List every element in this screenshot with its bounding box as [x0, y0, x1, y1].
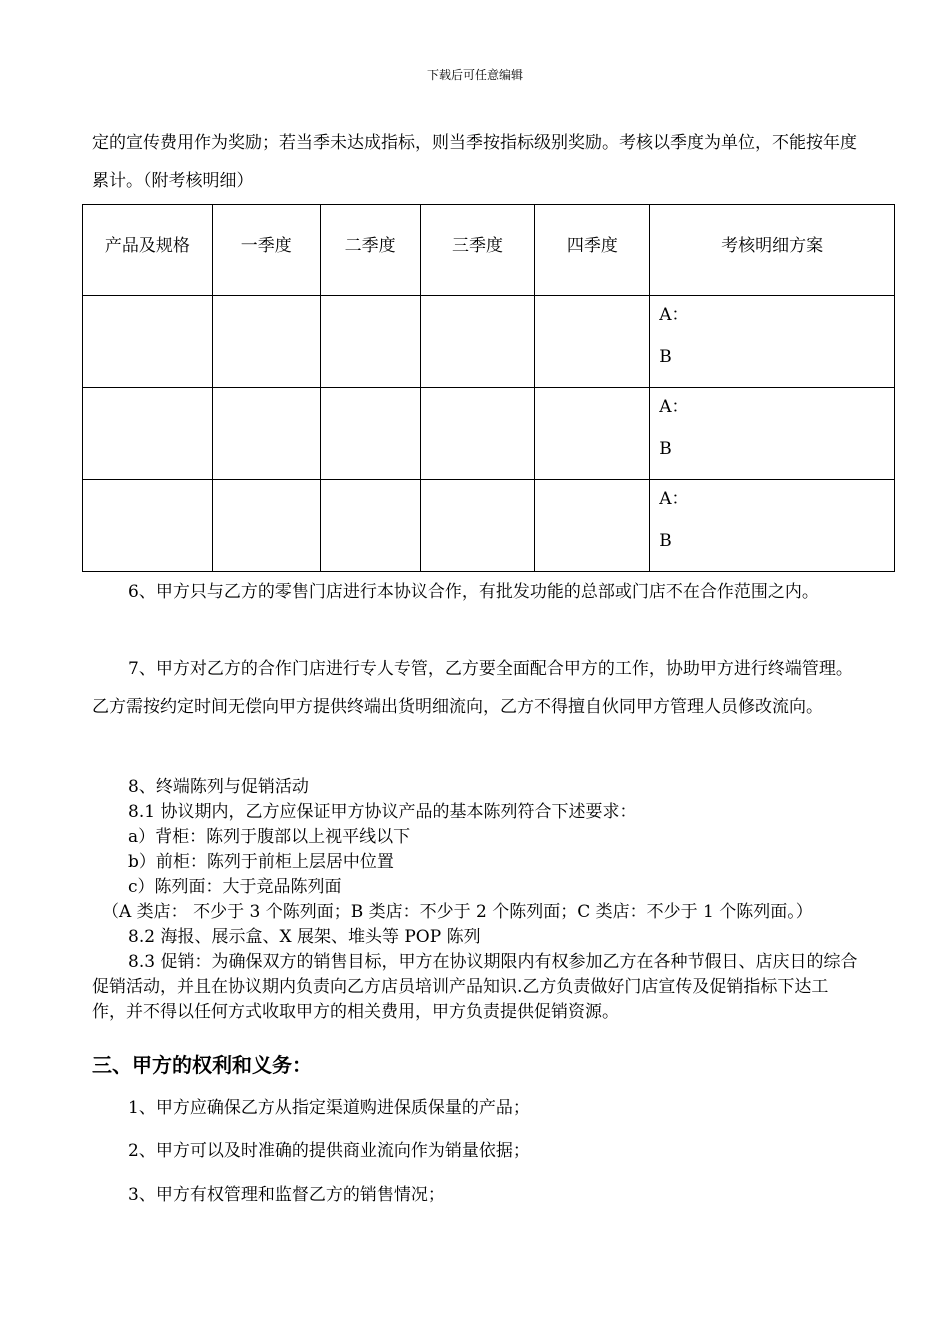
cell-q3: [420, 388, 535, 480]
cell-product: [83, 480, 213, 572]
header-q4: 四季度: [535, 205, 650, 296]
cell-q2: [320, 296, 420, 388]
header-scheme: 考核明细方案: [650, 205, 895, 296]
cell-product: [83, 296, 213, 388]
cell-q4: [535, 480, 650, 572]
cell-q1: [212, 296, 320, 388]
cell-product: [83, 388, 213, 480]
table-header-row: [83, 205, 895, 296]
item-7-paragraph: 7、甲方对乙方的合作门店进行专人专管，乙方要全面配合甲方的工作，协助甲方进行终端管理。乙方需按约定时间无偿向甲方提供终端出货明细流向，乙方不得擅自伙同甲方管理人员修改流向。: [92, 659, 853, 717]
item-8-1: 8.1 协议期内，乙方应保证甲方协议产品的基本陈列符合下述要求：: [128, 802, 637, 822]
intro-paragraph: 定的宣传费用作为奖励；若当季未达成指标，则当季按指标级别奖励。考核以季度为单位，不能按年度累计。（附考核明细）: [92, 133, 857, 191]
section-3-item-1: 1、甲方应确保乙方从指定渠道购进保质保量的产品；: [128, 1098, 530, 1118]
cell-q3: [420, 480, 535, 572]
scheme-b: B: [659, 439, 672, 459]
cell-q3: [420, 296, 535, 388]
scheme-a: A：: [659, 397, 689, 417]
scheme-a: A：: [659, 489, 689, 509]
cell-q1: [212, 480, 320, 572]
scheme-a: A：: [659, 305, 689, 325]
item-8-3: 8.3 促销：为确保双方的销售目标，甲方在协议期限内有权参加乙方在各种节假日、店庆日的综合促销活动，并且在协议期内负责向乙方店员培训产品知识.乙方负责做好门店宣传及促销指标下达工作，并不得以任何方式收取甲方的相关费用，甲方负责提供促销资源。: [92, 952, 858, 1022]
section-3-title: 三、甲方的权利和义务：: [92, 1053, 312, 1077]
scheme-b: B: [659, 531, 672, 551]
cell-q1: [212, 388, 320, 480]
header-q1: 一季度: [212, 205, 320, 296]
cell-q4: [535, 388, 650, 480]
section-3-item-2: 2、甲方可以及时准确的提供商业流向作为销量依据；: [128, 1141, 530, 1161]
item-6-paragraph: 6、甲方只与乙方的零售门店进行本协议合作，有批发功能的总部或门店不在合作范围之内。: [128, 582, 819, 602]
scheme-b: B: [659, 347, 672, 367]
table-row: [83, 296, 895, 388]
header-q3: 三季度: [420, 205, 535, 296]
cell-scheme: [650, 480, 895, 572]
header-q2: 二季度: [320, 205, 420, 296]
header-product-spec: 产品及规格: [83, 205, 213, 296]
table-row: [83, 480, 895, 572]
section-3-item-3: 3、甲方有权管理和监督乙方的销售情况；: [128, 1185, 445, 1205]
item-8-title: 8、终端陈列与促销活动: [128, 777, 309, 797]
store-requirements: （A 类店： 不少于 3 个陈列面；B 类店：不少于 2 个陈列面；C 类店：不少于 1 个陈列面。）: [102, 902, 813, 922]
cell-scheme: [650, 388, 895, 480]
cell-q2: [320, 388, 420, 480]
item-8-2: 8.2 海报、展示盒、X 展架、堆头等 POP 陈列: [128, 927, 481, 947]
cell-q2: [320, 480, 420, 572]
item-8-block: [92, 775, 860, 1025]
table-row: [83, 388, 895, 480]
item-8-1-c: c）陈列面：大于竞品陈列面: [128, 877, 342, 897]
assessment-table: [82, 204, 895, 572]
item-8-1-b: b）前柜：陈列于前柜上层居中位置: [128, 852, 394, 872]
page-header: 下载后可任意编辑: [426, 68, 523, 82]
cell-scheme: [650, 296, 895, 388]
item-8-1-a: a）背柜：陈列于腹部以上视平线以下: [128, 827, 411, 847]
cell-q4: [535, 296, 650, 388]
